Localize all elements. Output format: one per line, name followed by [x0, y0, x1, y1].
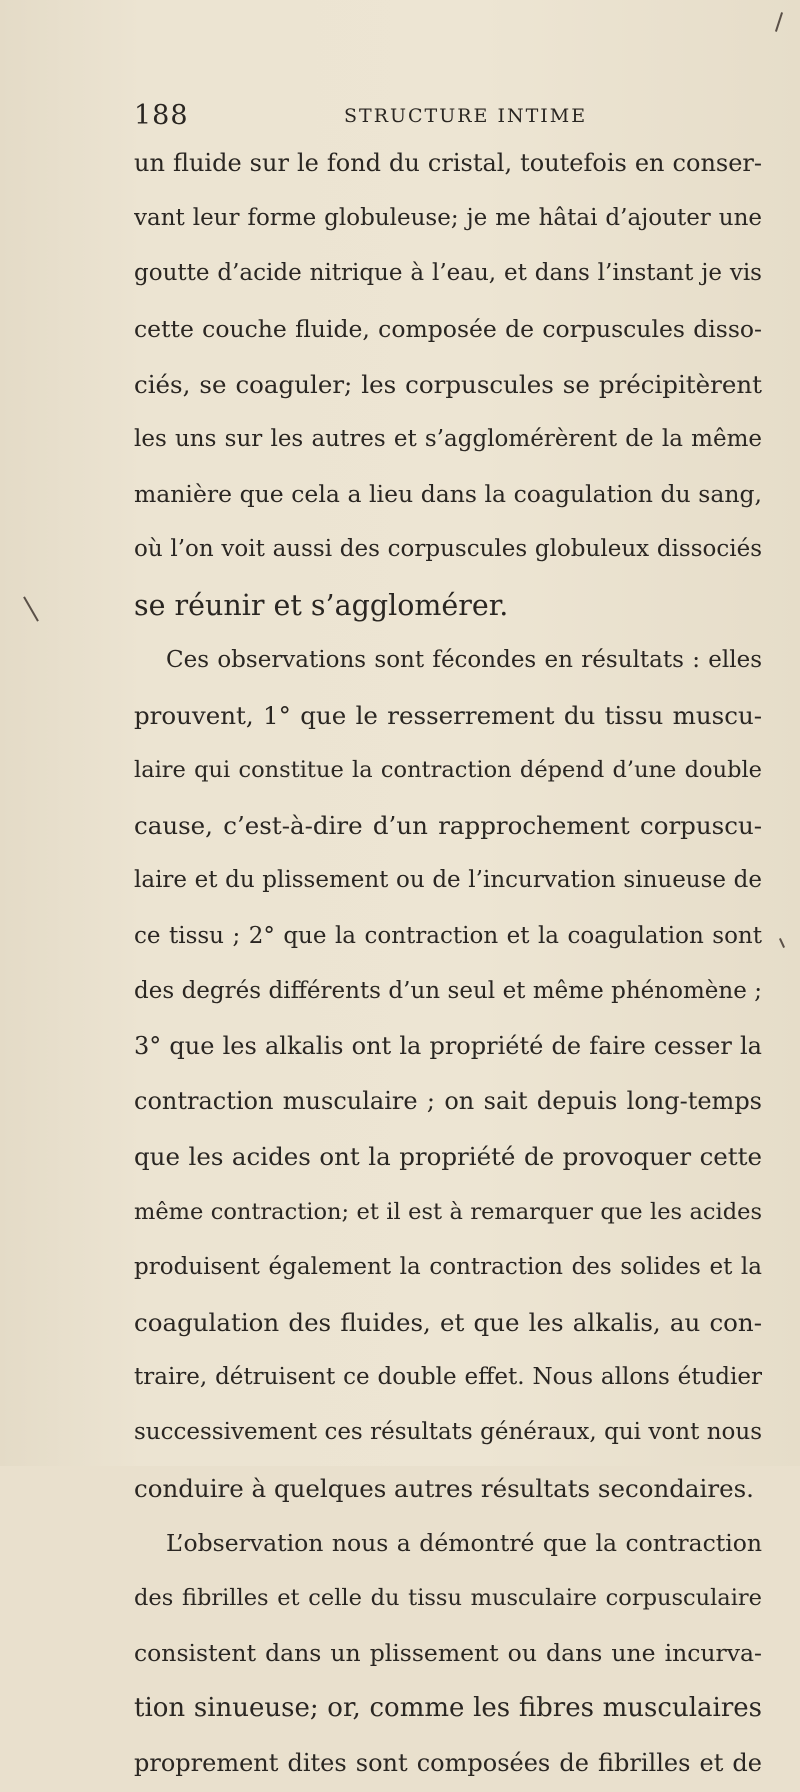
text-line: coagulation des fluides, et que les alkalis, au con-	[134, 1307, 762, 1337]
body-text	[134, 136, 762, 1792]
edge-mark-left	[23, 596, 39, 621]
text-line: se réunir et s’agglomérer.	[134, 588, 509, 622]
text-line: des degrés différents d’un seul et même phénomène ;	[134, 977, 762, 1004]
text-line: des fibrilles et celle du tissu musculaire corpusculaire	[134, 1584, 762, 1611]
text-line: cette couche fluide, composée de corpuscules disso-	[134, 314, 762, 343]
page-header	[134, 100, 694, 140]
text-line: laire et du plissement ou de l’incurvation sinueuse de	[134, 867, 762, 894]
text-line: conduire à quelques autres résultats secondaires.	[134, 1473, 754, 1503]
text-line: les uns sur les autres et s’agglomérèrent de la même	[134, 425, 762, 452]
text-line: goutte d’acide nitrique à l’eau, et dans l’instant je vis	[134, 260, 762, 287]
text-line: proprement dites sont composées de fibrilles et de	[134, 1749, 762, 1778]
text-line: produisent également la contraction des solides et la	[134, 1253, 762, 1280]
text-line: traire, détruisent ce double effet. Nous allons étudier	[134, 1364, 762, 1391]
text-line: ce tissu ; 2° que la contraction et la coagulation sont	[134, 922, 762, 949]
page-number: 188	[134, 100, 189, 131]
text-line: où l’on voit aussi des corpuscules globuleux dissociés	[134, 536, 762, 563]
text-line: successivement ces résultats généraux, qui vont nous	[134, 1419, 762, 1446]
text-line: contraction musculaire ; on sait depuis long-temps	[134, 1087, 762, 1116]
text-line: L’observation nous a démontré que la contraction	[166, 1528, 762, 1557]
running-title: STRUCTURE INTIME	[344, 105, 588, 127]
text-line: manière que cela a lieu dans la coagulation du sang,	[134, 480, 762, 509]
text-line: cause, c’est-à-dire d’un rapprochement corpuscu-	[134, 811, 762, 841]
text-line: vant leur forme globuleuse; je me hâtai d’ajouter une	[134, 205, 762, 232]
text-line: que les acides ont la propriété de provoquer cette	[134, 1142, 762, 1172]
text-line: laire qui constitue la contraction dépend d’une double	[134, 757, 762, 784]
text-line: tion sinueuse; or, comme les fibres musculaires	[134, 1693, 762, 1724]
text-line: 3° que les alkalis ont la propriété de faire cesser la	[134, 1032, 762, 1060]
text-line: un fluide sur le fond du cristal, toutefois en conser-	[134, 149, 762, 177]
text-line: même contraction; et il est à remarquer que les acides	[134, 1198, 762, 1225]
text-line: prouvent, 1° que le resserrement du tissu muscu-	[134, 700, 762, 730]
text-line: consistent dans un plissement ou dans une incurva-	[134, 1639, 762, 1668]
edge-mark-top	[775, 12, 783, 32]
text-line: Ces observations sont fécondes en résultats : elles	[166, 646, 762, 673]
edge-mark-right	[779, 938, 785, 948]
text-line: ciés, se coaguler; les corpuscules se précipitèrent	[134, 369, 762, 399]
